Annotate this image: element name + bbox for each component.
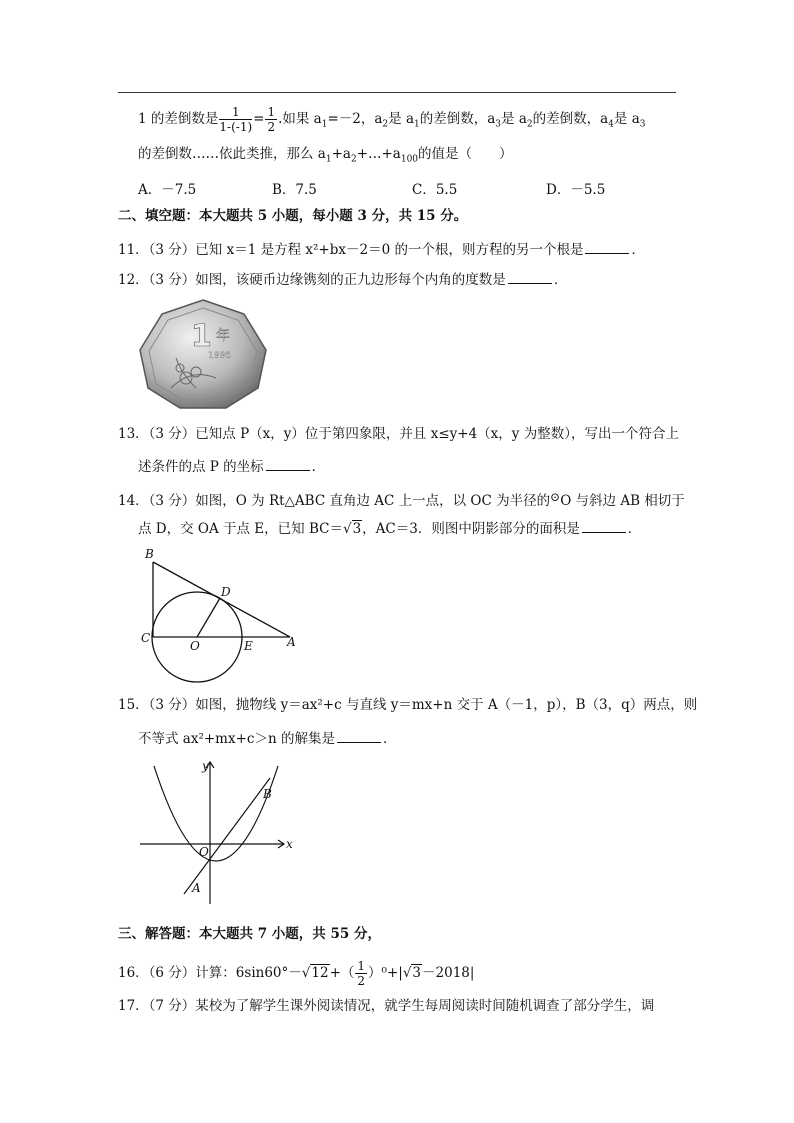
axis-x-label: x: [286, 837, 293, 851]
label-d: D: [221, 585, 231, 599]
q11: 11．（3 分）已知 x＝1 是方程 x²+bx－2＝0 的一个根，则方程的另一个根是 ．: [118, 242, 645, 258]
option-b: B．7.5: [272, 182, 317, 198]
label-c: C: [141, 631, 151, 645]
option-d: D．－5.5: [546, 182, 606, 198]
q17: 17．（7 分）某校为了解学生课外阅读情况，就学生每周阅读时间随机调查了部分学生，调: [118, 998, 655, 1014]
origin-label: O: [199, 845, 209, 859]
svg-text:1996: 1996: [208, 351, 231, 361]
circle-dot-icon: ⊙: [550, 490, 561, 504]
section-2-heading: 二、填空题：本大题共 5 小题，每小题 3 分，共 15 分。: [118, 208, 468, 224]
q16: 16．（6 分）计算：6sin60°－√12+（ $\frac{1}{2}$ ）⁰+|√3－2018|: [118, 959, 475, 988]
coin-figure: [136, 298, 270, 410]
axis-y-label: y: [202, 759, 209, 773]
figure-14: [140, 546, 310, 656]
q15-line1: 15．（3 分）如图，抛物线 y＝ax²+c 与直线 y＝mx+n 交于 A（－1，p），B（3，q）两点，则: [118, 697, 698, 713]
q10-line2: 的差倒数……依此类推，那么 $a_1+a_2+\dots+a_{100}$的值是（ ）: [138, 146, 513, 165]
fraction: $\frac{1}{1-(-1)}$: [219, 105, 253, 134]
q15-line2: 不等式 ax²+mx+c＞n 的解集是 ．: [138, 731, 397, 747]
q13-line2: 述条件的点 P 的坐标 ．: [138, 459, 326, 475]
label-a: A: [287, 635, 296, 649]
q13-line1: 13．（3 分）已知点 P（x，y）位于第四象限，并且 x≤y+4（x，y 为整数），写出一个符合上: [118, 426, 679, 442]
svg-text:1: 1: [191, 319, 212, 354]
q12: 12．（3 分）如图，该硬币边缘镌刻的正九边形每个内角的度数是 ．: [118, 272, 568, 288]
svg-text:年: 年: [216, 328, 230, 344]
option-a: A．－7.5: [138, 182, 197, 198]
q10-line1: 1 的差倒数是 $\frac{1}{1-(-1)}$ = $\frac{1}{2}$ .如果 $a_1=-2$，$a_2$是 $a_1$的差倒数，$a_3$是 $a_2$的差倒数，$a_4$是 $a_3$: [138, 105, 646, 134]
point-a-label: A: [192, 881, 201, 895]
point-b-label: B: [263, 787, 272, 801]
fraction: $\frac{1}{2}$: [267, 105, 276, 134]
label-b: B: [145, 547, 154, 561]
figure-15: [136, 756, 301, 906]
label-o: O: [190, 639, 200, 653]
q14-line1: 14．（3 分）如图，O 为 Rt△ABC 直角边 AC 上一点，以 OC 为半径的⊙O 与斜边 AB 相切于: [118, 490, 685, 509]
q14-line2: 点 D，交 OA 于点 E，已知 BC＝√3，AC＝3．则图中阴影部分的面积是 ．: [138, 521, 642, 537]
section-3-heading: 三、解答题：本大题共 7 小题，共 55 分，: [118, 926, 381, 942]
label-e: E: [244, 639, 253, 653]
option-c: C．5.5: [412, 182, 458, 198]
header-rule: [118, 92, 676, 93]
fraction: $\frac{1}{2}$: [357, 959, 366, 988]
